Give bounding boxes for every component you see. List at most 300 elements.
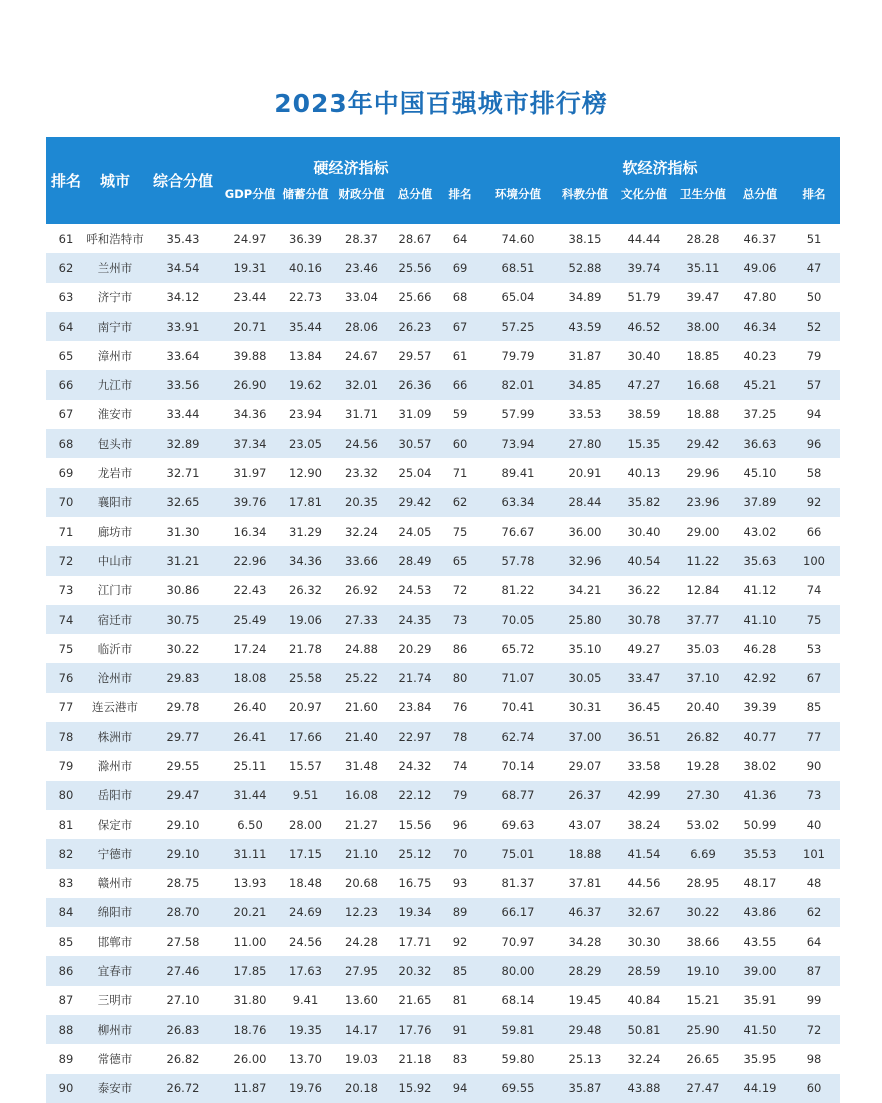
city-cell: 南宁市 bbox=[86, 312, 144, 341]
rank-cell: 67 bbox=[46, 400, 86, 429]
composite-cell: 33.91 bbox=[144, 312, 222, 341]
hard-total-cell: 15.92 bbox=[390, 1074, 440, 1103]
table-row bbox=[46, 869, 840, 898]
hard-rank-cell: 96 bbox=[440, 810, 480, 839]
composite-cell: 29.10 bbox=[144, 839, 222, 868]
city-cell: 宜春市 bbox=[86, 956, 144, 985]
city-cell: 邯郸市 bbox=[86, 927, 144, 956]
environment-cell: 59.80 bbox=[480, 1044, 556, 1073]
hard-total-cell: 17.76 bbox=[390, 1015, 440, 1044]
environment-cell: 65.72 bbox=[480, 634, 556, 663]
table-row bbox=[46, 224, 840, 253]
city-cell: 柳州市 bbox=[86, 1015, 144, 1044]
composite-cell: 31.30 bbox=[144, 517, 222, 546]
composite-cell: 33.44 bbox=[144, 400, 222, 429]
gdp-cell: 18.76 bbox=[222, 1015, 278, 1044]
soft-rank-cell: 77 bbox=[788, 722, 840, 751]
hard-rank-cell: 64 bbox=[440, 224, 480, 253]
gdp-cell: 25.49 bbox=[222, 605, 278, 634]
fiscal-cell: 21.10 bbox=[333, 839, 390, 868]
education-cell: 38.15 bbox=[556, 224, 614, 253]
city-cell: 漳州市 bbox=[86, 341, 144, 370]
header-rank: 排名 bbox=[46, 137, 86, 224]
soft-rank-cell: 73 bbox=[788, 781, 840, 810]
culture-cell: 47.27 bbox=[614, 370, 674, 399]
fiscal-cell: 21.60 bbox=[333, 693, 390, 722]
table-row bbox=[46, 458, 840, 487]
city-cell: 绵阳市 bbox=[86, 898, 144, 927]
gdp-cell: 20.71 bbox=[222, 312, 278, 341]
rank-cell: 70 bbox=[46, 488, 86, 517]
gdp-cell: 31.80 bbox=[222, 986, 278, 1015]
culture-cell: 30.40 bbox=[614, 341, 674, 370]
hard-rank-cell: 86 bbox=[440, 634, 480, 663]
environment-cell: 68.14 bbox=[480, 986, 556, 1015]
hard-total-cell: 24.35 bbox=[390, 605, 440, 634]
hard-total-cell: 19.34 bbox=[390, 898, 440, 927]
environment-cell: 57.78 bbox=[480, 546, 556, 575]
education-cell: 25.13 bbox=[556, 1044, 614, 1073]
header-hard-gdp: GDP分值 bbox=[222, 180, 278, 224]
soft-total-cell: 47.80 bbox=[732, 283, 788, 312]
soft-total-cell: 40.23 bbox=[732, 341, 788, 370]
hard-rank-cell: 93 bbox=[440, 869, 480, 898]
page-title: 2023年中国百强城市排行榜 bbox=[274, 89, 608, 118]
composite-cell: 29.10 bbox=[144, 810, 222, 839]
soft-rank-cell: 47 bbox=[788, 253, 840, 282]
hard-total-cell: 22.12 bbox=[390, 781, 440, 810]
hard-rank-cell: 75 bbox=[440, 517, 480, 546]
soft-rank-cell: 99 bbox=[788, 986, 840, 1015]
hard-total-cell: 29.42 bbox=[390, 488, 440, 517]
table-row bbox=[46, 283, 840, 312]
health-cell: 28.95 bbox=[674, 869, 732, 898]
soft-rank-cell: 58 bbox=[788, 458, 840, 487]
education-cell: 31.87 bbox=[556, 341, 614, 370]
savings-cell: 26.32 bbox=[278, 576, 333, 605]
savings-cell: 23.05 bbox=[278, 429, 333, 458]
culture-cell: 35.82 bbox=[614, 488, 674, 517]
fiscal-cell: 33.04 bbox=[333, 283, 390, 312]
soft-rank-cell: 64 bbox=[788, 927, 840, 956]
health-cell: 37.77 bbox=[674, 605, 732, 634]
culture-cell: 51.79 bbox=[614, 283, 674, 312]
fiscal-cell: 21.40 bbox=[333, 722, 390, 751]
rank-cell: 86 bbox=[46, 956, 86, 985]
environment-cell: 59.81 bbox=[480, 1015, 556, 1044]
gdp-cell: 34.36 bbox=[222, 400, 278, 429]
city-cell: 赣州市 bbox=[86, 869, 144, 898]
composite-cell: 29.47 bbox=[144, 781, 222, 810]
city-cell: 泰安市 bbox=[86, 1074, 144, 1103]
table-row bbox=[46, 956, 840, 985]
environment-cell: 82.01 bbox=[480, 370, 556, 399]
culture-cell: 46.52 bbox=[614, 312, 674, 341]
composite-cell: 33.64 bbox=[144, 341, 222, 370]
composite-cell: 26.82 bbox=[144, 1044, 222, 1073]
culture-cell: 36.51 bbox=[614, 722, 674, 751]
header-soft-total: 总分值 bbox=[732, 180, 788, 224]
environment-cell: 75.01 bbox=[480, 839, 556, 868]
education-cell: 29.48 bbox=[556, 1015, 614, 1044]
fiscal-cell: 28.37 bbox=[333, 224, 390, 253]
hard-rank-cell: 91 bbox=[440, 1015, 480, 1044]
composite-cell: 32.89 bbox=[144, 429, 222, 458]
fiscal-cell: 23.46 bbox=[333, 253, 390, 282]
gdp-cell: 24.97 bbox=[222, 224, 278, 253]
header-hard-group: 硬经济指标 bbox=[222, 137, 480, 180]
table-row bbox=[46, 663, 840, 692]
gdp-cell: 25.11 bbox=[222, 751, 278, 780]
city-cell: 襄阳市 bbox=[86, 488, 144, 517]
gdp-cell: 31.44 bbox=[222, 781, 278, 810]
fiscal-cell: 32.01 bbox=[333, 370, 390, 399]
education-cell: 34.21 bbox=[556, 576, 614, 605]
hard-rank-cell: 73 bbox=[440, 605, 480, 634]
soft-rank-cell: 92 bbox=[788, 488, 840, 517]
fiscal-cell: 32.24 bbox=[333, 517, 390, 546]
culture-cell: 33.58 bbox=[614, 751, 674, 780]
education-cell: 20.91 bbox=[556, 458, 614, 487]
table-row bbox=[46, 576, 840, 605]
rank-cell: 76 bbox=[46, 663, 86, 692]
environment-cell: 73.94 bbox=[480, 429, 556, 458]
environment-cell: 69.63 bbox=[480, 810, 556, 839]
environment-cell: 74.60 bbox=[480, 224, 556, 253]
table-row bbox=[46, 839, 840, 868]
city-cell: 株洲市 bbox=[86, 722, 144, 751]
rank-cell: 81 bbox=[46, 810, 86, 839]
hard-rank-cell: 66 bbox=[440, 370, 480, 399]
hard-total-cell: 29.57 bbox=[390, 341, 440, 370]
hard-total-cell: 26.36 bbox=[390, 370, 440, 399]
environment-cell: 71.07 bbox=[480, 663, 556, 692]
composite-cell: 31.21 bbox=[144, 546, 222, 575]
table-row bbox=[46, 1044, 840, 1073]
fiscal-cell: 13.60 bbox=[333, 986, 390, 1015]
city-cell: 兰州市 bbox=[86, 253, 144, 282]
soft-rank-cell: 62 bbox=[788, 898, 840, 927]
hard-rank-cell: 94 bbox=[440, 1074, 480, 1103]
hard-total-cell: 30.57 bbox=[390, 429, 440, 458]
rank-cell: 74 bbox=[46, 605, 86, 634]
fiscal-cell: 20.18 bbox=[333, 1074, 390, 1103]
education-cell: 27.80 bbox=[556, 429, 614, 458]
health-cell: 18.85 bbox=[674, 341, 732, 370]
education-cell: 32.96 bbox=[556, 546, 614, 575]
education-cell: 33.53 bbox=[556, 400, 614, 429]
table-body bbox=[46, 224, 840, 1103]
education-cell: 28.29 bbox=[556, 956, 614, 985]
environment-cell: 80.00 bbox=[480, 956, 556, 985]
soft-total-cell: 41.12 bbox=[732, 576, 788, 605]
hard-rank-cell: 83 bbox=[440, 1044, 480, 1073]
culture-cell: 44.44 bbox=[614, 224, 674, 253]
table-header bbox=[46, 137, 840, 224]
fiscal-cell: 12.23 bbox=[333, 898, 390, 927]
education-cell: 34.28 bbox=[556, 927, 614, 956]
soft-total-cell: 50.99 bbox=[732, 810, 788, 839]
table-row bbox=[46, 634, 840, 663]
rank-cell: 78 bbox=[46, 722, 86, 751]
table-row bbox=[46, 488, 840, 517]
soft-total-cell: 36.63 bbox=[732, 429, 788, 458]
rank-cell: 65 bbox=[46, 341, 86, 370]
city-cell: 呼和浩特市 bbox=[86, 224, 144, 253]
hard-rank-cell: 67 bbox=[440, 312, 480, 341]
gdp-cell: 13.93 bbox=[222, 869, 278, 898]
city-cell: 包头市 bbox=[86, 429, 144, 458]
savings-cell: 17.15 bbox=[278, 839, 333, 868]
culture-cell: 39.74 bbox=[614, 253, 674, 282]
soft-rank-cell: 87 bbox=[788, 956, 840, 985]
header-hard-total: 总分值 bbox=[390, 180, 440, 224]
rank-cell: 90 bbox=[46, 1074, 86, 1103]
culture-cell: 32.24 bbox=[614, 1044, 674, 1073]
savings-cell: 21.78 bbox=[278, 634, 333, 663]
hard-total-cell: 24.32 bbox=[390, 751, 440, 780]
fiscal-cell: 25.22 bbox=[333, 663, 390, 692]
education-cell: 52.88 bbox=[556, 253, 614, 282]
gdp-cell: 23.44 bbox=[222, 283, 278, 312]
soft-rank-cell: 101 bbox=[788, 839, 840, 868]
health-cell: 6.69 bbox=[674, 839, 732, 868]
rank-cell: 66 bbox=[46, 370, 86, 399]
soft-total-cell: 37.25 bbox=[732, 400, 788, 429]
fiscal-cell: 20.35 bbox=[333, 488, 390, 517]
soft-total-cell: 38.02 bbox=[732, 751, 788, 780]
gdp-cell: 19.31 bbox=[222, 253, 278, 282]
composite-cell: 29.55 bbox=[144, 751, 222, 780]
health-cell: 27.30 bbox=[674, 781, 732, 810]
hard-rank-cell: 71 bbox=[440, 458, 480, 487]
culture-cell: 15.35 bbox=[614, 429, 674, 458]
education-cell: 19.45 bbox=[556, 986, 614, 1015]
soft-total-cell: 45.10 bbox=[732, 458, 788, 487]
header-hard-savings: 储蓄分值 bbox=[278, 180, 333, 224]
savings-cell: 25.58 bbox=[278, 663, 333, 692]
health-cell: 26.82 bbox=[674, 722, 732, 751]
health-cell: 18.88 bbox=[674, 400, 732, 429]
rank-cell: 85 bbox=[46, 927, 86, 956]
city-cell: 宁德市 bbox=[86, 839, 144, 868]
table-row bbox=[46, 370, 840, 399]
soft-total-cell: 46.37 bbox=[732, 224, 788, 253]
hard-rank-cell: 59 bbox=[440, 400, 480, 429]
soft-rank-cell: 96 bbox=[788, 429, 840, 458]
savings-cell: 9.41 bbox=[278, 986, 333, 1015]
city-cell: 常德市 bbox=[86, 1044, 144, 1073]
composite-cell: 28.75 bbox=[144, 869, 222, 898]
soft-total-cell: 41.10 bbox=[732, 605, 788, 634]
table-row bbox=[46, 986, 840, 1015]
savings-cell: 22.73 bbox=[278, 283, 333, 312]
rank-cell: 79 bbox=[46, 751, 86, 780]
savings-cell: 24.69 bbox=[278, 898, 333, 927]
health-cell: 38.00 bbox=[674, 312, 732, 341]
soft-total-cell: 35.91 bbox=[732, 986, 788, 1015]
health-cell: 27.47 bbox=[674, 1074, 732, 1103]
culture-cell: 30.40 bbox=[614, 517, 674, 546]
composite-cell: 27.58 bbox=[144, 927, 222, 956]
composite-cell: 34.12 bbox=[144, 283, 222, 312]
rank-cell: 82 bbox=[46, 839, 86, 868]
soft-rank-cell: 90 bbox=[788, 751, 840, 780]
education-cell: 30.31 bbox=[556, 693, 614, 722]
hard-rank-cell: 60 bbox=[440, 429, 480, 458]
environment-cell: 79.79 bbox=[480, 341, 556, 370]
culture-cell: 40.84 bbox=[614, 986, 674, 1015]
ranking-table bbox=[46, 137, 840, 1103]
gdp-cell: 39.76 bbox=[222, 488, 278, 517]
savings-cell: 20.97 bbox=[278, 693, 333, 722]
rank-cell: 73 bbox=[46, 576, 86, 605]
culture-cell: 38.24 bbox=[614, 810, 674, 839]
hard-total-cell: 31.09 bbox=[390, 400, 440, 429]
city-cell: 中山市 bbox=[86, 546, 144, 575]
gdp-cell: 18.08 bbox=[222, 663, 278, 692]
table-row bbox=[46, 898, 840, 927]
city-cell: 保定市 bbox=[86, 810, 144, 839]
table-row bbox=[46, 1015, 840, 1044]
hard-rank-cell: 89 bbox=[440, 898, 480, 927]
soft-rank-cell: 67 bbox=[788, 663, 840, 692]
savings-cell: 35.44 bbox=[278, 312, 333, 341]
gdp-cell: 20.21 bbox=[222, 898, 278, 927]
header-soft-culture: 文化分值 bbox=[614, 180, 674, 224]
culture-cell: 44.56 bbox=[614, 869, 674, 898]
table-row bbox=[46, 1074, 840, 1103]
fiscal-cell: 31.48 bbox=[333, 751, 390, 780]
education-cell: 46.37 bbox=[556, 898, 614, 927]
health-cell: 12.84 bbox=[674, 576, 732, 605]
table-row bbox=[46, 605, 840, 634]
fiscal-cell: 23.32 bbox=[333, 458, 390, 487]
gdp-cell: 26.90 bbox=[222, 370, 278, 399]
composite-cell: 33.56 bbox=[144, 370, 222, 399]
gdp-cell: 22.96 bbox=[222, 546, 278, 575]
composite-cell: 29.83 bbox=[144, 663, 222, 692]
header-city: 城市 bbox=[86, 137, 144, 224]
health-cell: 38.66 bbox=[674, 927, 732, 956]
hard-rank-cell: 68 bbox=[440, 283, 480, 312]
culture-cell: 43.88 bbox=[614, 1074, 674, 1103]
city-cell: 济宁市 bbox=[86, 283, 144, 312]
environment-cell: 81.37 bbox=[480, 869, 556, 898]
soft-rank-cell: 79 bbox=[788, 341, 840, 370]
savings-cell: 23.94 bbox=[278, 400, 333, 429]
soft-total-cell: 39.39 bbox=[732, 693, 788, 722]
savings-cell: 18.48 bbox=[278, 869, 333, 898]
fiscal-cell: 24.28 bbox=[333, 927, 390, 956]
environment-cell: 57.99 bbox=[480, 400, 556, 429]
health-cell: 29.42 bbox=[674, 429, 732, 458]
soft-total-cell: 35.95 bbox=[732, 1044, 788, 1073]
environment-cell: 70.05 bbox=[480, 605, 556, 634]
gdp-cell: 26.00 bbox=[222, 1044, 278, 1073]
hard-total-cell: 24.05 bbox=[390, 517, 440, 546]
table-row bbox=[46, 751, 840, 780]
culture-cell: 32.67 bbox=[614, 898, 674, 927]
rank-cell: 83 bbox=[46, 869, 86, 898]
savings-cell: 34.36 bbox=[278, 546, 333, 575]
soft-total-cell: 35.63 bbox=[732, 546, 788, 575]
city-cell: 淮安市 bbox=[86, 400, 144, 429]
soft-total-cell: 45.21 bbox=[732, 370, 788, 399]
culture-cell: 36.22 bbox=[614, 576, 674, 605]
savings-cell: 19.62 bbox=[278, 370, 333, 399]
composite-cell: 30.75 bbox=[144, 605, 222, 634]
hard-total-cell: 26.23 bbox=[390, 312, 440, 341]
soft-rank-cell: 50 bbox=[788, 283, 840, 312]
savings-cell: 24.56 bbox=[278, 927, 333, 956]
education-cell: 34.89 bbox=[556, 283, 614, 312]
gdp-cell: 6.50 bbox=[222, 810, 278, 839]
table-row bbox=[46, 429, 840, 458]
soft-rank-cell: 75 bbox=[788, 605, 840, 634]
header-soft-group: 软经济指标 bbox=[480, 137, 840, 180]
composite-cell: 29.77 bbox=[144, 722, 222, 751]
hard-total-cell: 15.56 bbox=[390, 810, 440, 839]
city-cell: 连云港市 bbox=[86, 693, 144, 722]
fiscal-cell: 24.88 bbox=[333, 634, 390, 663]
environment-cell: 65.04 bbox=[480, 283, 556, 312]
soft-total-cell: 43.55 bbox=[732, 927, 788, 956]
hard-total-cell: 22.97 bbox=[390, 722, 440, 751]
header-composite: 综合分值 bbox=[144, 137, 222, 224]
table-row bbox=[46, 693, 840, 722]
education-cell: 43.07 bbox=[556, 810, 614, 839]
rank-cell: 77 bbox=[46, 693, 86, 722]
city-cell: 江门市 bbox=[86, 576, 144, 605]
rank-cell: 62 bbox=[46, 253, 86, 282]
education-cell: 26.37 bbox=[556, 781, 614, 810]
composite-cell: 27.10 bbox=[144, 986, 222, 1015]
environment-cell: 69.55 bbox=[480, 1074, 556, 1103]
soft-total-cell: 43.02 bbox=[732, 517, 788, 546]
hard-total-cell: 25.66 bbox=[390, 283, 440, 312]
environment-cell: 66.17 bbox=[480, 898, 556, 927]
culture-cell: 33.47 bbox=[614, 663, 674, 692]
rank-cell: 61 bbox=[46, 224, 86, 253]
soft-rank-cell: 94 bbox=[788, 400, 840, 429]
savings-cell: 19.35 bbox=[278, 1015, 333, 1044]
soft-rank-cell: 48 bbox=[788, 869, 840, 898]
gdp-cell: 39.88 bbox=[222, 341, 278, 370]
soft-rank-cell: 51 bbox=[788, 224, 840, 253]
composite-cell: 28.70 bbox=[144, 898, 222, 927]
composite-cell: 30.22 bbox=[144, 634, 222, 663]
hard-total-cell: 23.84 bbox=[390, 693, 440, 722]
health-cell: 39.47 bbox=[674, 283, 732, 312]
health-cell: 35.03 bbox=[674, 634, 732, 663]
soft-total-cell: 41.50 bbox=[732, 1015, 788, 1044]
environment-cell: 70.97 bbox=[480, 927, 556, 956]
table-row bbox=[46, 927, 840, 956]
composite-cell: 30.86 bbox=[144, 576, 222, 605]
health-cell: 28.28 bbox=[674, 224, 732, 253]
fiscal-cell: 24.67 bbox=[333, 341, 390, 370]
rank-cell: 63 bbox=[46, 283, 86, 312]
environment-cell: 57.25 bbox=[480, 312, 556, 341]
hard-rank-cell: 69 bbox=[440, 253, 480, 282]
health-cell: 53.02 bbox=[674, 810, 732, 839]
hard-total-cell: 24.53 bbox=[390, 576, 440, 605]
health-cell: 29.00 bbox=[674, 517, 732, 546]
hard-rank-cell: 76 bbox=[440, 693, 480, 722]
hard-total-cell: 21.65 bbox=[390, 986, 440, 1015]
soft-total-cell: 46.34 bbox=[732, 312, 788, 341]
